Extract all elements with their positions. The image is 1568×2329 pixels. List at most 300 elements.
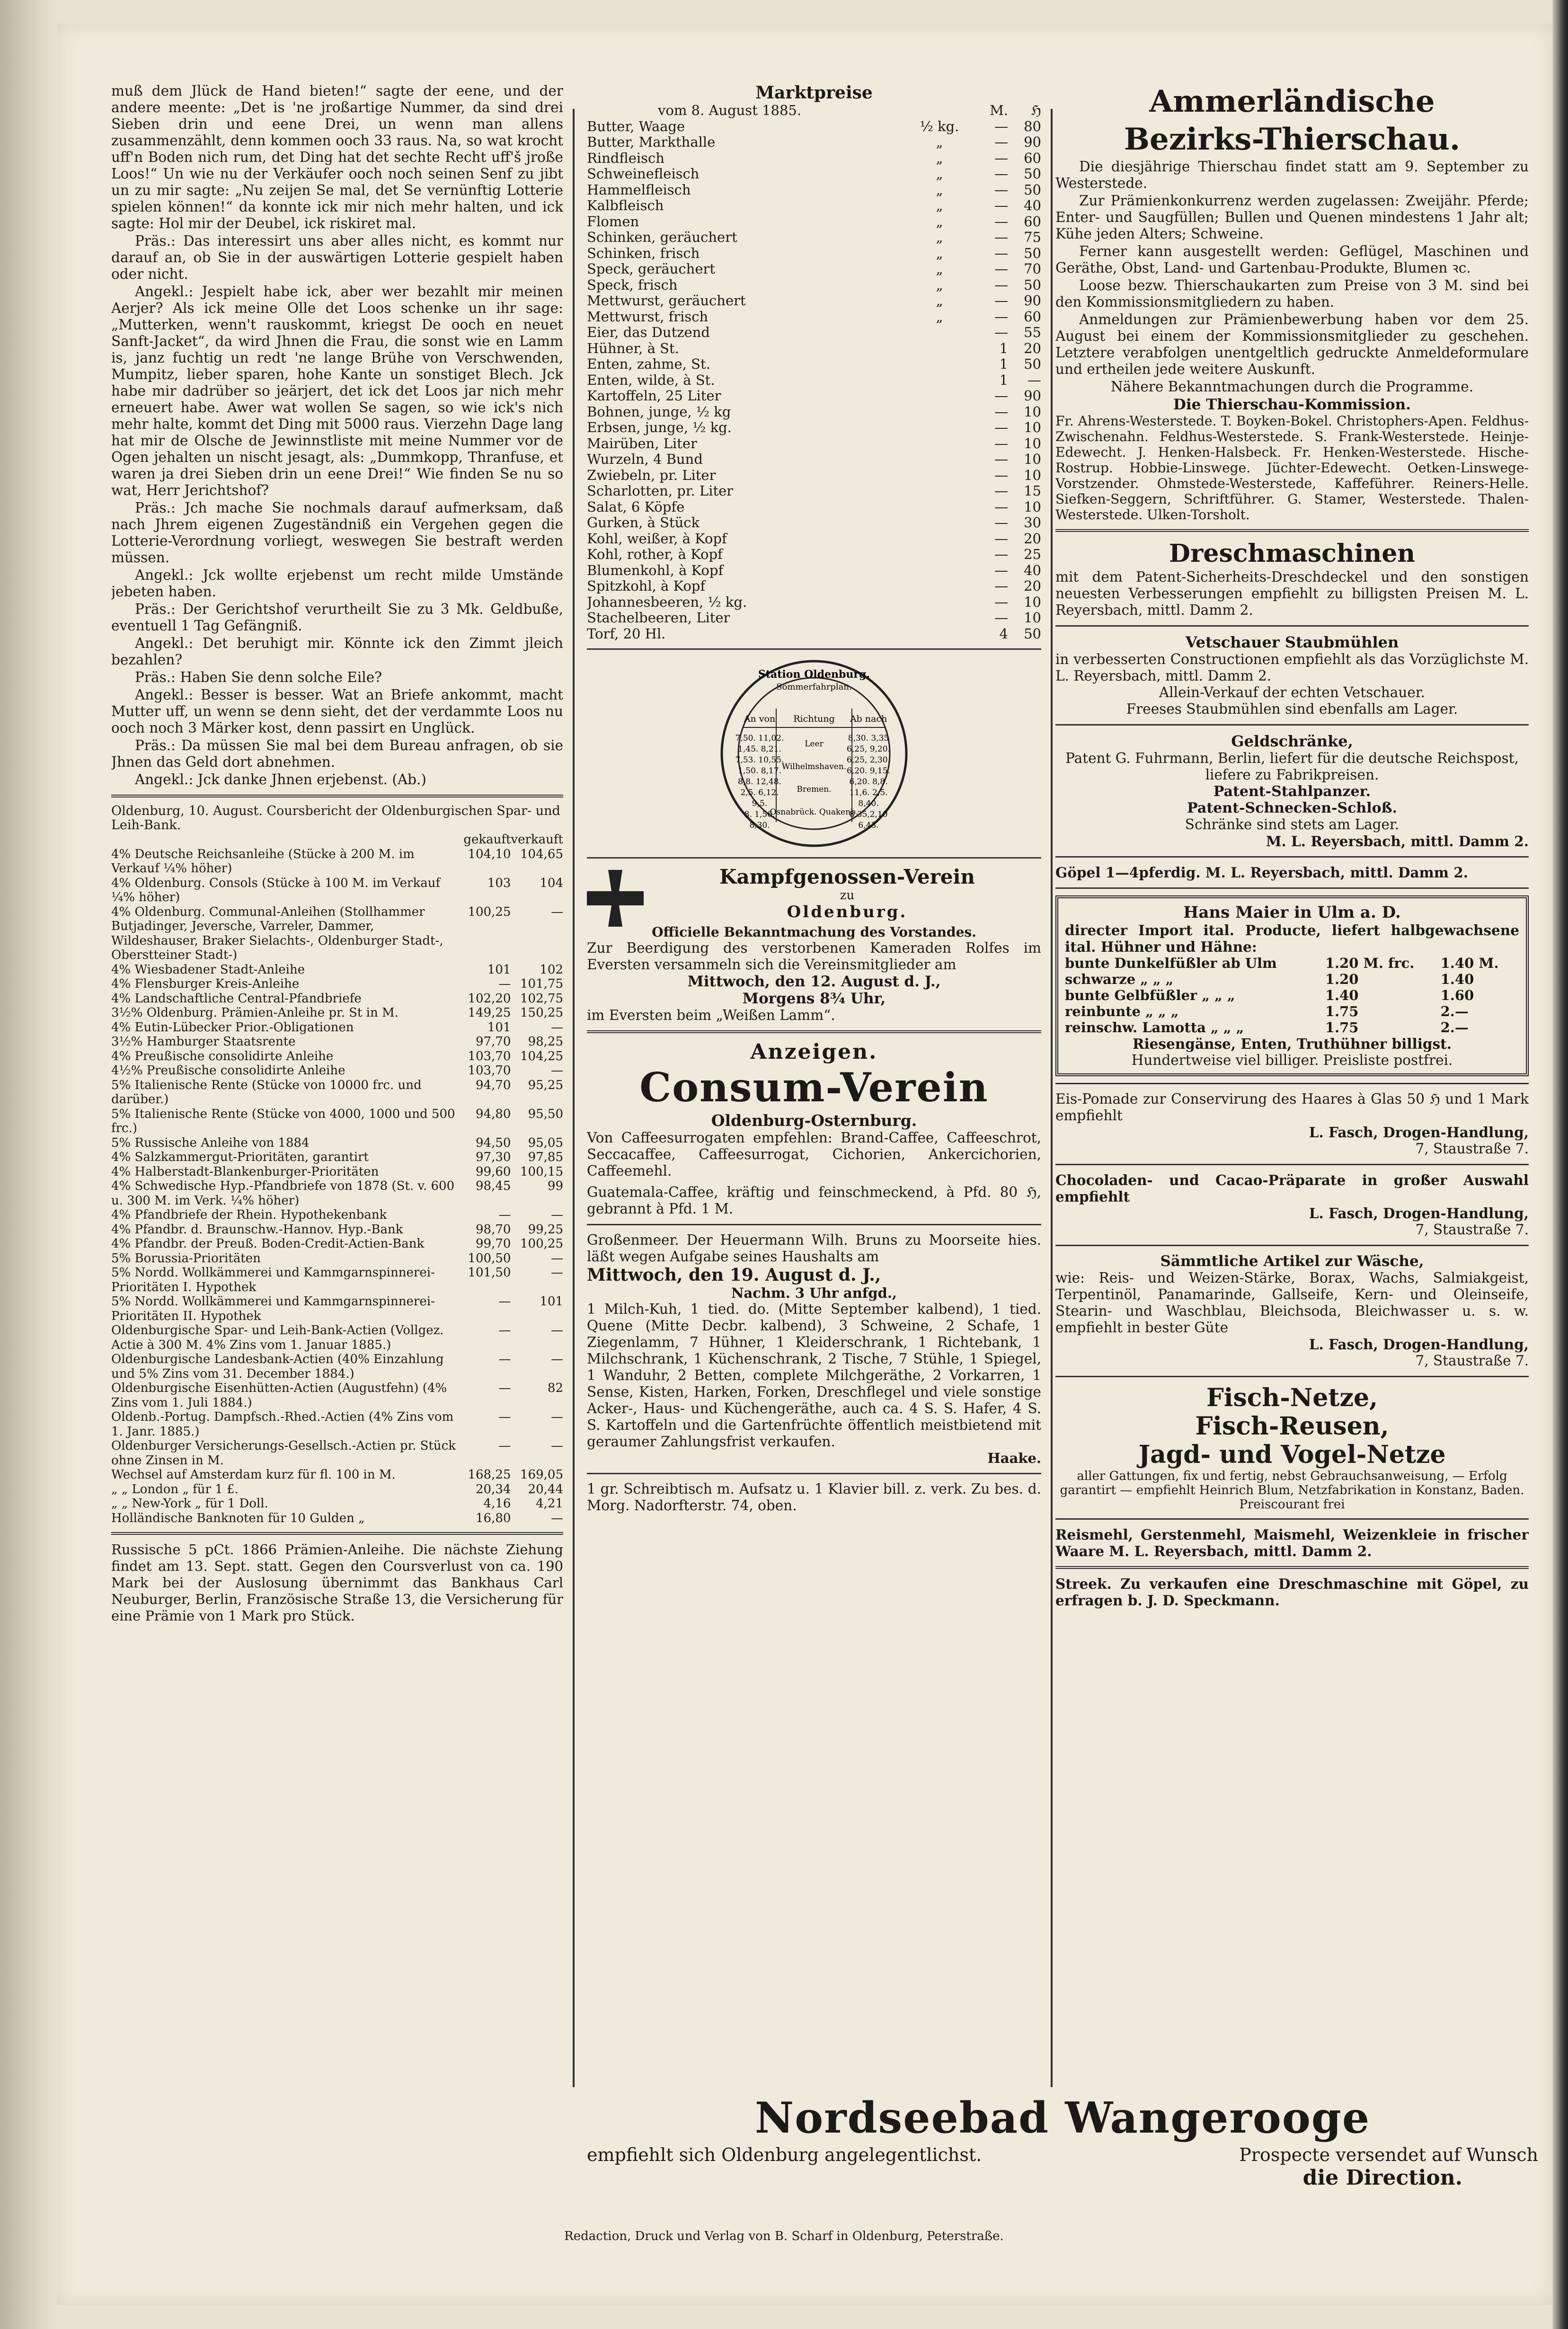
market-unit: „ xyxy=(936,197,943,213)
market-unit xyxy=(904,547,975,563)
market-unit xyxy=(904,578,975,594)
maier-line: Riesengänse, Enten, Truthühner billigst. xyxy=(1132,1036,1452,1052)
market-mark: — xyxy=(994,403,1008,420)
course-security: 5% Italienische Rente (Stücke von 4000, 1000 und 500 frc.) xyxy=(111,1107,455,1135)
course-bought: 98,45 xyxy=(475,1179,511,1193)
market-item: Kohl, rother, à Kopf xyxy=(587,546,723,562)
story-paragraph: Präs.: Jch mache Sie nochmals darauf aufmerksam, daß nach Jhrem eigenen Zugeständniß ein Vergehen gegen die Lotterie-Verordnung vorliegt, weswegen Sie bestraft werden müssen. xyxy=(111,500,563,566)
ammer-body xyxy=(1055,159,1529,395)
course-row xyxy=(111,1150,563,1165)
course-sold: 4,21 xyxy=(536,1497,563,1511)
consum-guatemala: Guatemala-Caffee, kräftig und feinschmeckend, à Pfd. 80 ℌ, gebrannt à Pfd. 1 M. xyxy=(587,1184,1041,1217)
market-pf: 10 xyxy=(1024,610,1041,626)
market-unit: „ xyxy=(936,292,943,309)
course-security: 4% Wiesbadener Stadt-Anleihe xyxy=(111,962,305,977)
course-row xyxy=(111,1063,563,1078)
market-mark: — xyxy=(994,419,1008,435)
consum-sub: Oldenburg-Osternburg. xyxy=(711,1111,917,1130)
fisch-title: Jagd- und Vogel-Netze xyxy=(1138,1440,1446,1469)
divider xyxy=(111,795,563,797)
maier-breed: reinbunte „ „ „ xyxy=(1065,1003,1179,1019)
column-divider xyxy=(1051,109,1053,2087)
wangerooge-left: empfiehlt sich Oldenburg angelegentlichst. xyxy=(587,2144,982,2165)
goepel-ad: Göpel 1—4pferdig. M. L. Reyersbach, mittl. Damm 2. xyxy=(1055,864,1469,881)
course-bought: — xyxy=(498,1294,511,1309)
geld-title: Geldschränke, xyxy=(1231,732,1353,750)
course-bought: — xyxy=(498,1381,511,1395)
market-pf: 50 xyxy=(1024,625,1041,642)
course-row xyxy=(111,1165,563,1179)
story-paragraph: Angekl.: Jck wollte erjebenst um recht milde Umstände jebeten haben. xyxy=(111,567,563,600)
geld-line: Patent G. Fuhrmann, Berlin, liefert für die deutsche Reichspost, liefere zu Fabrikpreisen. xyxy=(1065,750,1519,783)
dresch-title: Dreschmaschinen xyxy=(1169,539,1416,568)
market-pf: 50 xyxy=(1024,181,1041,198)
seal-time: 2,5. 6,12. xyxy=(740,788,779,797)
market-item: Butter, Markthalle xyxy=(587,134,716,150)
market-row xyxy=(587,594,1041,611)
divider xyxy=(1055,887,1529,889)
market-item: Schinken, geräuchert xyxy=(587,229,737,245)
seal-time: 9,5. xyxy=(752,799,768,808)
course-row xyxy=(111,992,563,1006)
market-unit xyxy=(904,515,975,531)
vetsch-body: in verbesserten Constructionen empfiehlt als das Vorzüglichste M. L. Reyersbach, mittl. Damm 2. xyxy=(1055,651,1529,684)
course-bought: 94,50 xyxy=(475,1135,511,1150)
market-row xyxy=(587,341,1041,357)
course-row xyxy=(111,1497,563,1511)
course-security: 3½% Hamburger Staatsrente xyxy=(111,1035,296,1049)
course-bought: 4,16 xyxy=(483,1497,511,1511)
market-item: Salat, 6 Köpfe xyxy=(587,498,685,515)
course-bought: — xyxy=(498,977,511,991)
market-row xyxy=(587,309,1041,325)
market-item: Gurken, à Stück xyxy=(587,514,700,531)
course-sold: 95,50 xyxy=(528,1107,563,1121)
seal-time: 7,53. 10,55. xyxy=(735,755,784,765)
course-row xyxy=(111,1381,563,1410)
consum-body: Von Caffeesurrogaten empfehlen: Brand-Caffee, Caffeeschrot, Seccacaffee, Caffeesurrogat, Cichorien, Ankercichorien, Caffeemehl. xyxy=(587,1130,1041,1179)
course-bought: 104,10 xyxy=(468,847,511,861)
market-mark: — xyxy=(994,134,1008,150)
course-sold: 99 xyxy=(547,1179,563,1193)
divider xyxy=(1055,625,1529,627)
seal-time: 1,45. 8,21. xyxy=(738,744,781,754)
course-row xyxy=(111,1035,563,1049)
course-bought: — xyxy=(498,1208,511,1222)
course-bought: 97,70 xyxy=(475,1035,511,1049)
market-mark: — xyxy=(994,451,1008,467)
ammer-paragraph: Zur Prämienkonkurrenz werden zugelassen: Zweijähr. Pferde; Enter- und Saugfüllen; Bullen und Quenen mindestens 1 Jahr alt; Kühe jeden Alters; Schweine. xyxy=(1055,193,1529,242)
course-bought: 100,25 xyxy=(468,904,511,919)
story-paragraph: Angekl.: Besser is besser. Wat an Briefe ankommt, macht Mutter uff, un wenn se denn sieht, det der verdammte Loos nu ooch noch 3 Märker kost, denn passirt en Unglück. xyxy=(111,687,563,736)
market-pf: 10 xyxy=(1024,467,1041,483)
course-security: 4½% Preußische consolidirte Anleihe xyxy=(111,1063,345,1078)
market-row xyxy=(587,420,1041,436)
market-item: Zwiebeln, pr. Liter xyxy=(587,467,716,483)
course-security: 4% Flensburger Kreis-Anleihe xyxy=(111,977,300,991)
course-security: 4% Oldenburg. Communal-Anleihen (Stollhammer Butjadinger, Jeversche, Varreler, Dammer, Wildeshauser, Braker Sielachts-, Oldenburger Stadt-, Oberstteiner Stadt-) xyxy=(111,904,443,962)
market-row xyxy=(587,468,1041,484)
market-pf: 40 xyxy=(1024,562,1041,578)
middle-column xyxy=(587,83,1041,2061)
dresch-body: mit dem Patent-Sicherheits-Dreschdeckel und den sonstigen neuesten Verbesserungen empfiehlt zu billigsten Preisen M. L. Reyersbach, mittl. Damm 2. xyxy=(1055,569,1529,618)
kampf-body: Zur Beerdigung des verstorbenen Kameraden Rolfes im Eversten versammeln sich die Vereinsmitglieder am xyxy=(587,940,1041,973)
course-security: 5% Russische Anleihe von 1884 xyxy=(111,1135,310,1150)
anzeigen-heading: Anzeigen. xyxy=(750,1040,878,1064)
auction-items: 1 Milch-Kuh, 1 tied. do. (Mitte September kalbend), 1 tied. Quene (Mitte Decbr. kalbend), 3 Schweine, 2 Schafe, 1 Ziegenlamm, 7 Hühner, 1 Kleiderschrank, 1 Richtebank, 1 Milchschrank, 1 Küchenschrank, 2 Tische, 7 Stühle, 1 Spiegel, 1 Wanduhr, 2 Betten, complete Milchgeräthe, 2 Vorkarren, 1 Sense, Kisten, Harken, Forken, Dreschflegel und viele sonstige Acker-, Haus- und Küchengeräthe, auch ca. 4 S. S. Hafer, 4 S. S. Kartoffeln und die Gartenfrüchte öffentlich meistbietend mit geraumer Zahlungsfrist verkaufen. xyxy=(587,1301,1041,1450)
course-heading: Oldenburg, 10. August. Coursbericht der Oldenburgischen Spar- und Leih-Bank. xyxy=(111,804,560,832)
course-sold: 169,05 xyxy=(520,1468,563,1482)
market-row xyxy=(587,277,1041,293)
course-security: 4% Pfandbr. der Preuß. Boden-Credit-Actien-Bank xyxy=(111,1237,425,1251)
wangerooge-signature: die Direction. xyxy=(1302,2166,1462,2190)
market-table xyxy=(587,103,1041,642)
market-unit: „ xyxy=(936,245,943,261)
course-security: Oldenburgische Landesbank-Actien (40% Einzahlung und 5% Zins vom 31. December 1884.) xyxy=(111,1352,444,1381)
market-pf: 10 xyxy=(1024,435,1041,452)
geld-line: M. L. Reyersbach, mittl. Damm 2. xyxy=(1266,833,1529,850)
course-security: 4% Pfandbriefe der Rhein. Hypothekenbank xyxy=(111,1208,387,1222)
divider xyxy=(587,1030,1041,1033)
consum-title: Consum-Verein xyxy=(639,1064,989,1111)
maier-price-a: 1.20 M. frc. xyxy=(1325,955,1415,971)
maier-row xyxy=(1065,971,1519,987)
divider xyxy=(1055,1376,1529,1377)
market-subtitle: vom 8. August 1885. xyxy=(658,102,802,118)
divider xyxy=(1055,724,1529,726)
seal-time: 11,6. 2,5. xyxy=(849,788,888,797)
eis-address: 7, Staustraße 7. xyxy=(1415,1141,1529,1157)
seal-time: 8,35,2,10 xyxy=(849,810,888,819)
market-unit xyxy=(904,372,975,389)
market-item: Schinken, frisch xyxy=(587,245,700,261)
divider xyxy=(587,1473,1041,1474)
seal-time: 7,50. 11,02. xyxy=(735,734,784,743)
market-row xyxy=(587,372,1041,389)
course-bought: 97,30 xyxy=(475,1150,511,1164)
course-row xyxy=(111,1208,563,1222)
course-row xyxy=(111,905,563,963)
market-row xyxy=(587,404,1041,420)
course-bought: 94,70 xyxy=(475,1078,511,1092)
course-sold: 95,25 xyxy=(528,1078,563,1092)
seal-time: 6,43. xyxy=(858,821,879,830)
course-row xyxy=(111,1323,563,1352)
course-security: 5% Nordd. Wollkämmerei und Kammgarnspinnerei-Prioritäten I. Hypothek xyxy=(111,1266,435,1294)
market-mark: — xyxy=(994,197,1008,213)
course-sold: — xyxy=(551,1020,563,1035)
wangerooge-title: Nordseebad Wangerooge xyxy=(754,2093,1371,2143)
maier-breed: schwarze „ „ „ xyxy=(1065,971,1174,987)
market-item: Schweinefleisch xyxy=(587,166,700,182)
maier-breed: reinschw. Lamotta „ „ „ xyxy=(1065,1019,1244,1036)
course-bought: 149,25 xyxy=(468,1006,511,1020)
seal-time: Leer xyxy=(805,739,824,749)
market-unit xyxy=(904,468,975,484)
auction-date: Mittwoch, den 19. August d. J., xyxy=(587,1265,881,1285)
market-unit xyxy=(904,404,975,420)
divider xyxy=(1055,1518,1529,1520)
ammer-paragraph: Anmeldungen zur Prämienbewerbung haben vor dem 25. August bei einem der Kommissionsmitglieder zu geschehen. Letztere verabfolgen unentgeltlich gedruckte Anmeldeformulare und ertheilen jede weitere Auskunft. xyxy=(1055,311,1529,377)
market-row xyxy=(587,388,1041,404)
course-sold: 97,85 xyxy=(528,1150,563,1164)
divider xyxy=(587,648,1041,650)
course-security: 4% Oldenburg. Consols (Stücke à 100 M. im Verkauf ¼% höher) xyxy=(111,876,441,904)
divider xyxy=(111,1532,563,1535)
market-row xyxy=(587,436,1041,452)
course-bought: 103,70 xyxy=(468,1063,511,1078)
course-row xyxy=(111,1107,563,1136)
market-mark: — xyxy=(994,467,1008,483)
course-sold: 101,75 xyxy=(520,977,563,991)
market-row xyxy=(587,214,1041,230)
market-row xyxy=(587,325,1041,341)
course-security: 5% Borussia-Prioritäten xyxy=(111,1251,261,1266)
market-mark: — xyxy=(994,483,1008,499)
seal-ring-sub: Sommerfahrplan. xyxy=(776,682,852,692)
market-row xyxy=(587,246,1041,262)
course-bought: — xyxy=(498,1323,511,1337)
wangerooge-right: Prospecte versendet auf Wunsch xyxy=(1239,2144,1538,2165)
market-item: Enten, wilde, à St. xyxy=(587,372,715,388)
course-security: Oldenburgische Spar- und Leih-Bank-Actien (Vollgez. Actie à 300 M. 4% Zins vom 1. Januar 1885.) xyxy=(111,1323,444,1352)
market-item: Erbsen, junge, ½ kg. xyxy=(587,419,732,435)
market-mark: 1 xyxy=(999,356,1008,372)
auction-signer: Haake. xyxy=(987,1450,1041,1466)
maier-price-a: 1.20 xyxy=(1325,971,1359,987)
market-unit xyxy=(904,626,975,642)
maier-line: Hundertweise viel billiger. Preisliste postfrei. xyxy=(1131,1052,1453,1068)
course-bought: 100,50 xyxy=(468,1251,511,1266)
market-unit: „ xyxy=(936,229,943,245)
course-sold: — xyxy=(551,1251,563,1266)
course-bought: 102,20 xyxy=(468,991,511,1006)
market-mark: — xyxy=(994,261,1008,277)
story-paragraph: Angekl.: Jespielt habe ick, aber wer bezahlt mir meinen Aerjer? Als ick meine Olle det Loos schenke un ihr sage: „Mutterken, wenn't rauskommt, kriegst De ooch en neuet Sanft-Jacket“, da wird Jhnen die Frau, die sonst wie en Lamm is, janz fuchtig un redt 'ne lange Brühe von Verschwenden, Mumpitz, lieber sparen, hohe Kante un sonstiget Blech. Jck habe mir dadrüber so jeärjert, det ick det Loos jar nich mehr erneuert habe. Awer wat wollen Se sagen, so wie ick's nich mehr halte, kommt det Ding mit 5000 raus. Vierzehn Dage lang hat mir de Olsche de Jewinnstliste mit meine Nummer vor de Ogen jehalten un nischt jesagt, als: „Dummkopp, Thranfuse, et waren ja drei Sieben drin un eene Drei!“ Wie finden Se nu so wat, Herr Jerichtshof? xyxy=(111,283,563,498)
course-security: 4% Salzkammergut-Prioritäten, garantirt xyxy=(111,1150,369,1164)
course-security: 4% Landschaftliche Central-Pfandbriefe xyxy=(111,991,362,1006)
course-sold: — xyxy=(551,1410,563,1424)
course-sold: 98,25 xyxy=(528,1035,563,1049)
kampf-zu: zu xyxy=(840,888,855,903)
market-pf: — xyxy=(1028,372,1041,388)
market-item: Mairüben, Liter xyxy=(587,435,697,452)
market-pf: 90 xyxy=(1024,388,1041,404)
market-row xyxy=(587,182,1041,198)
market-mark: — xyxy=(994,166,1008,182)
choco-body: Chocoladen- und Cacao-Präparate in großer Auswahl empfiehlt xyxy=(1055,1172,1529,1205)
choco-signature: L. Fasch, Drogen-Handlung, xyxy=(1309,1205,1529,1222)
seal-time: 1,50. 8,17. xyxy=(738,766,781,776)
course-security: 5% Italienische Rente (Stücke von 10000 frc. und darüber.) xyxy=(111,1078,422,1107)
course-bought: 16,80 xyxy=(475,1511,511,1525)
course-sold: 20,44 xyxy=(528,1482,563,1497)
seal-time: 6,25, 9,20. xyxy=(847,744,890,754)
maier-breed: bunte Dunkelfüßler ab Ulm xyxy=(1065,955,1277,971)
kampf-notice xyxy=(587,865,1041,1024)
market-row xyxy=(587,515,1041,531)
course-bought: 20,34 xyxy=(475,1482,511,1497)
vetsch-title: Vetschauer Staubmühlen xyxy=(1185,633,1399,651)
market-item: Speck, geräuchert xyxy=(587,261,715,277)
col-header: verkauft xyxy=(511,832,563,847)
page-edge xyxy=(1552,0,1568,2329)
market-mark: — xyxy=(994,514,1008,531)
market-item: Kalbfleisch xyxy=(587,197,664,213)
seal-time: 8,8. 12,48. xyxy=(738,777,781,787)
streek-ad: Streek. Zu verkaufen eine Dreschmaschine mit Göpel, zu erfragen b. J. D. Speckmann. xyxy=(1055,1576,1529,1609)
course-row xyxy=(111,1179,563,1208)
market-unit xyxy=(904,452,975,468)
col-header: gekauft xyxy=(463,832,511,847)
maier-price-b: 2.— xyxy=(1440,1019,1469,1036)
geld-line: Patent-Stahlpanzer. xyxy=(1213,783,1371,800)
maier-price-a: 1.75 xyxy=(1325,1003,1359,1019)
kampf-time: Morgens 8¾ Uhr, xyxy=(742,990,886,1007)
desk-ad: 1 gr. Schreibtisch m. Aufsatz u. 1 Klavier bill. z. verk. Zu bes. d. Morg. Nadorfterstr. 74, oben. xyxy=(587,1481,1041,1514)
course-sold: — xyxy=(551,1511,563,1525)
market-pf: 90 xyxy=(1024,292,1041,309)
course-bought: 101 xyxy=(487,962,511,977)
course-sold: 102 xyxy=(540,962,563,977)
eis-signature: L. Fasch, Drogen-Handlung, xyxy=(1309,1124,1529,1141)
market-pf: 10 xyxy=(1024,403,1041,420)
seal-time: Bremen. xyxy=(797,785,832,794)
market-item: Flomen xyxy=(587,213,639,230)
course-security: 3½% Oldenburg. Prämien-Anleihe pr. St in M. xyxy=(111,1006,399,1020)
choco-address: 7, Staustraße 7. xyxy=(1415,1222,1529,1238)
market-unit xyxy=(904,610,975,626)
course-row xyxy=(111,1468,563,1482)
market-row xyxy=(587,166,1041,182)
market-mark: — xyxy=(994,292,1008,309)
course-security: 4% Deutsche Reichsanleihe (Stücke à 200 M. im Verkauf ¼% höher) xyxy=(111,847,415,876)
story-paragraph: Angekl.: Det beruhigt mir. Könnte ick den Zimmt jleich bezahlen? xyxy=(111,635,563,668)
maier-row xyxy=(1065,955,1519,971)
fisch-title: Fisch-Netze, xyxy=(1206,1383,1378,1412)
kampf-date: Mittwoch, den 12. August d. J., xyxy=(687,973,941,990)
course-sold: 102,75 xyxy=(520,991,563,1006)
course-row xyxy=(111,963,563,977)
course-sold: — xyxy=(551,1063,563,1078)
course-sold: 95,05 xyxy=(528,1135,563,1150)
divider xyxy=(1055,1083,1529,1084)
market-mark: — xyxy=(994,245,1008,261)
ammer-members: Fr. Ahrens-Westerstede. T. Boyken-Bokel. Christophers-Apen. Feldhus-Zwischenahn. Feldhus-Westerstede. S. Frank-Westerstede. Heinje-Edewecht. J. Henken-Halsbeck. Fr. Henken-Westerstede. Hische-Rostrup. Hobbie-Linswege. Jüchter-Edewecht. Oetken-Linswege-Vorstzender. Ohmstede-Westerstede, Kaffeführer. Reiners-Helle. Siefken-Seggern, Schriftführer. G. Stamer, Westerstede. Thalen-Westerstede. Ulken-Torsholt. xyxy=(1055,413,1529,522)
market-item: Stachelbeeren, Liter xyxy=(587,610,730,626)
market-item: Wurzeln, 4 Bund xyxy=(587,451,703,467)
market-unit: „ xyxy=(936,181,943,198)
market-unit xyxy=(904,420,975,436)
market-mark: — xyxy=(994,308,1008,325)
market-mark: — xyxy=(994,562,1008,578)
seal-ring-title: Station Oldenburg. xyxy=(758,668,870,681)
maier-row xyxy=(1065,987,1519,1003)
market-unit xyxy=(904,531,975,547)
market-row xyxy=(587,356,1041,372)
market-pf: 60 xyxy=(1024,213,1041,230)
course-row xyxy=(111,1439,563,1468)
waesche-body: wie: Reis- und Weizen-Stärke, Borax, Wachs, Salmiakgeist, Terpentinöl, Panamarinde, Gallseife, Kern- und Oleinseife, Stearin- und Waschblau, Bleichsoda, Bleichwasser u. s. w. empfiehlt in bester Güte xyxy=(1055,1270,1529,1336)
course-security: 4% Pfandbr. d. Braunschw.-Hannov. Hyp.-Bank xyxy=(111,1222,403,1237)
market-mark: — xyxy=(994,276,1008,293)
market-row xyxy=(587,610,1041,626)
divider xyxy=(1055,856,1529,858)
course-bought: 168,25 xyxy=(468,1468,511,1482)
unit-mark: M. xyxy=(990,102,1008,118)
ammer-paragraph: Nähere Bekanntmachungen durch die Programme. xyxy=(1110,379,1474,395)
market-pf: 40 xyxy=(1024,197,1041,213)
course-security: Holländische Banknoten für 10 Gulden „ xyxy=(111,1511,365,1525)
course-bought: 103,70 xyxy=(468,1049,511,1063)
market-mark: 1 xyxy=(999,340,1008,356)
market-mark: — xyxy=(994,229,1008,245)
market-mark: — xyxy=(994,213,1008,230)
market-item: Rindfleisch xyxy=(587,150,664,166)
course-security: 4% Eutin-Lübecker Prior.-Obligationen xyxy=(111,1020,354,1035)
market-row xyxy=(587,547,1041,563)
market-pf: 50 xyxy=(1024,276,1041,293)
kampf-sub: Officielle Bekanntmachung des Vorstandes. xyxy=(652,924,976,940)
market-pf: 10 xyxy=(1024,593,1041,610)
course-bought: 94,80 xyxy=(475,1107,511,1121)
maier-ad xyxy=(1055,895,1529,1076)
course-sold: 150,25 xyxy=(520,1006,563,1020)
course-row xyxy=(111,1222,563,1237)
course-row xyxy=(111,1294,563,1323)
court-story xyxy=(111,83,563,788)
market-row xyxy=(587,198,1041,214)
course-bought: — xyxy=(498,1439,511,1453)
course-security: „ „ New-York „ für 1 Doll. xyxy=(111,1497,268,1511)
market-row xyxy=(587,499,1041,515)
course-sold: 100,25 xyxy=(520,1237,563,1251)
market-pf: 60 xyxy=(1024,308,1041,325)
eis-body: Eis-Pomade zur Conservirung des Haares à Glas 50 ℌ und 1 Mark empfiehlt xyxy=(1055,1091,1529,1124)
ammer-paragraph: Die diesjährige Thierschau findet statt am 9. September zu Westerstede. xyxy=(1055,159,1529,191)
market-unit xyxy=(904,356,975,372)
market-row xyxy=(587,452,1041,468)
iron-cross-icon xyxy=(587,870,644,927)
ammer-committee: Die Thierschau-Kommission. xyxy=(1173,396,1411,413)
course-security: Wechsel auf Amsterdam kurz für fl. 100 in M. xyxy=(111,1468,396,1482)
market-item: Spitzkohl, à Kopf xyxy=(587,578,706,594)
maier-price-a: 1.75 xyxy=(1325,1019,1359,1036)
market-unit xyxy=(904,388,975,404)
course-bought: 103 xyxy=(487,876,511,890)
maier-breed: bunte Gelbfüßler „ „ „ xyxy=(1065,987,1235,1003)
reis-ad: Reismehl, Gerstenmehl, Maismehl, Weizenkleie in frischer Waare M. L. Reyersbach, mittl. Damm 2. xyxy=(1055,1526,1529,1559)
waesche-address: 7, Staustraße 7. xyxy=(1415,1353,1529,1369)
course-row xyxy=(111,1266,563,1294)
market-mark: — xyxy=(994,530,1008,547)
market-unit: „ xyxy=(936,150,943,166)
market-item: Bohnen, junge, ½ kg xyxy=(587,403,731,420)
course-sold: — xyxy=(551,1323,563,1337)
market-pf: 20 xyxy=(1024,340,1041,356)
course-bought: — xyxy=(498,1410,511,1424)
seal-head-mid: Richtung xyxy=(793,714,835,724)
market-item: Blumenkohl, à Kopf xyxy=(587,562,724,578)
seal-time: 6,25, 2,30. xyxy=(847,755,890,765)
market-item: Speck, frisch xyxy=(587,276,678,293)
market-item: Kohl, weißer, à Kopf xyxy=(587,530,727,547)
story-paragraph: Präs.: Das interessirt uns aber alles nicht, es kommt nur darauf an, ob Sie in der auswärtigen Lotterie gespielt haben oder nicht. xyxy=(111,233,563,282)
market-unit: „ xyxy=(936,308,943,325)
course-bought: 99,70 xyxy=(475,1237,511,1251)
divider xyxy=(587,857,1041,859)
divider xyxy=(1055,1245,1529,1246)
